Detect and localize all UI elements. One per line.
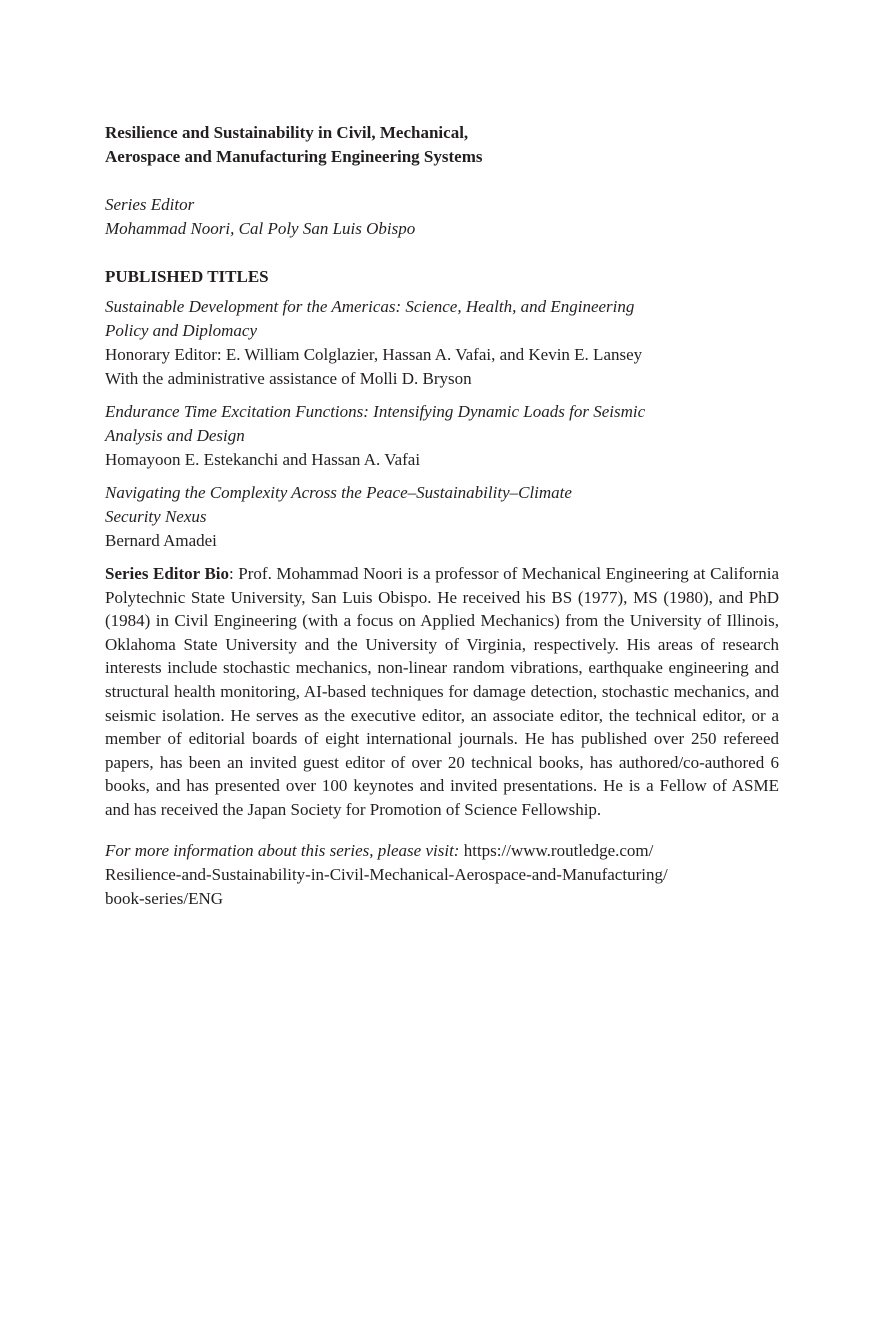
book-entry [105,295,779,391]
series-editor-name: Mohammad Noori, Cal Poly San Luis Obispo [105,219,416,238]
series-editor-label: Series Editor [105,195,195,214]
series-url-line: https://www.routledge.com/ [459,840,654,860]
bio-text: : Prof. Mohammad Noori is a professor of Mechanical Engineering at California Polytechnic State University, San Luis Obispo. He received his BS (1977), MS (1980), and PhD (1984) in Civil Engineering (with a focus on Applied Mechanics) from the University of Illinois, Oklahoma State University and the University of Virginia, respectively. His areas of research interests include stochastic mechanics, non-linear random vibrations, earthquake engineering and structural health monitoring, AI-based techniques for damage detection, stochastic mechanics, and seismic isolation. He serves as the executive editor, an associate editor, the technical editor, or a member of editorial boards of eight international journals. He has published over 250 refereed papers, has been an invited guest editor of over 20 technical books, has authored/co-authored 6 books, and has presented over 100 keynotes and invited presentations. He is a Fellow of ASME and has received the Japan Society for Promotion of Science Fellowship. [105,564,779,819]
book-credit-line: With the administrative assistance of Molli D. Bryson [105,369,472,388]
series-url-line: book-series/ENG [105,888,224,908]
more-info [105,839,779,911]
series-url-line: Resilience-and-Sustainability-in-Civil-Mechanical-Aerospace-and-Manufacturing/ [105,864,668,884]
book-credit-line: Bernard Amadei [105,531,217,550]
published-titles-heading: PUBLISHED TITLES [105,267,269,286]
book-title: Sustainable Development for the Americas: Science, Health, and Engineering Policy and Diplomacy [105,297,635,340]
book-credit-line: Homayoon E. Estekanchi and Hassan A. Vafai [105,450,421,469]
series-editor-bio [105,562,779,822]
page-content [105,121,779,911]
book-title: Endurance Time Excitation Functions: Intensifying Dynamic Loads for Seismic Analysis and Design [105,402,646,445]
book-credit-line: Honorary Editor: E. William Colglazier, Hassan A. Vafai, and Kevin E. Lansey [105,345,643,364]
series-title: Resilience and Sustainability in Civil, Mechanical, Aerospace and Manufacturing Engineering Systems [105,123,483,166]
bio-label: Series Editor Bio [105,564,230,583]
book-entry [105,481,779,553]
book-entry [105,400,779,472]
published-titles-list [105,295,779,553]
series-editor-block [105,193,779,241]
more-info-lead: For more information about this series, please visit: [105,840,460,860]
book-title: Navigating the Complexity Across the Peace–Sustainability–Climate Security Nexus [105,483,572,526]
